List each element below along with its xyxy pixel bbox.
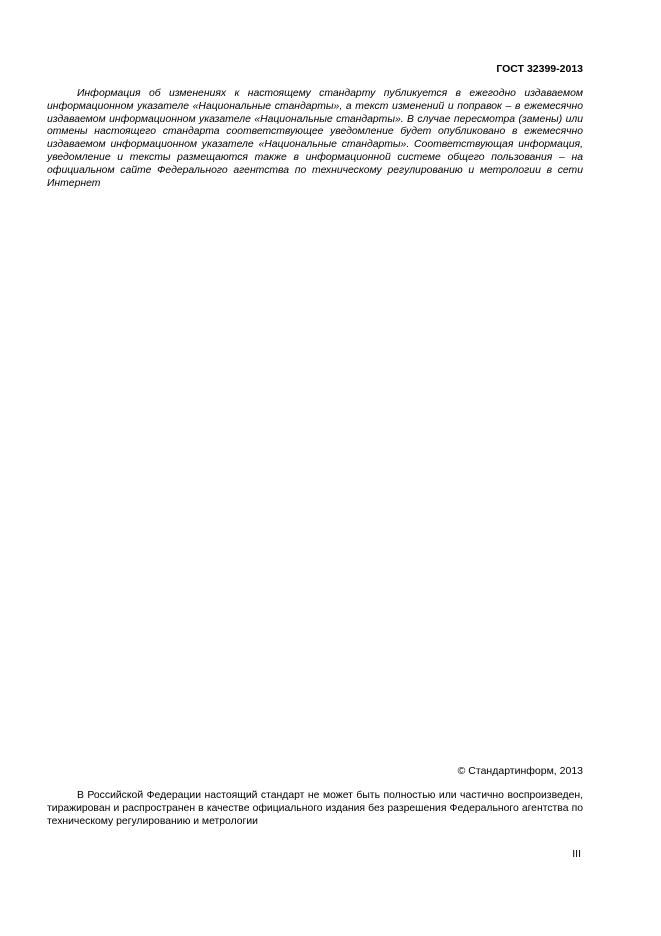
copyright-notice: © Стандартинформ, 2013 [457,765,583,777]
amendments-info-paragraph: Информация об изменениях к настоящему стандарту публикуется в ежегодно издаваемом информационном указателе «Национальные стандарты», а текст изменений и поправок – в ежемесячно издаваемом информационном указателе «Национальные стандарты». В случае пересмотра (замены) или отмены настоящего стандарта соответствующее уведомление будет опубликовано в ежемесячно издаваемом информационном указателе «Национальные стандарты». Соответствующая информация, уведомление и тексты размещаются также в информационной системе общего пользования – на официальном сайте Федерального агентства по техническому регулированию и метрологии в сети Интернет [47,88,583,189]
page-number: III [572,848,581,860]
standard-code: ГОСТ 32399-2013 [496,63,583,75]
reproduction-rights-paragraph: В Российской Федерации настоящий стандарт не может быть полностью или частично воспроизведен, тиражирован и распространен в качестве официального издания без разрешения Федерального агентства по техническому регулированию и метрологии [47,790,583,827]
